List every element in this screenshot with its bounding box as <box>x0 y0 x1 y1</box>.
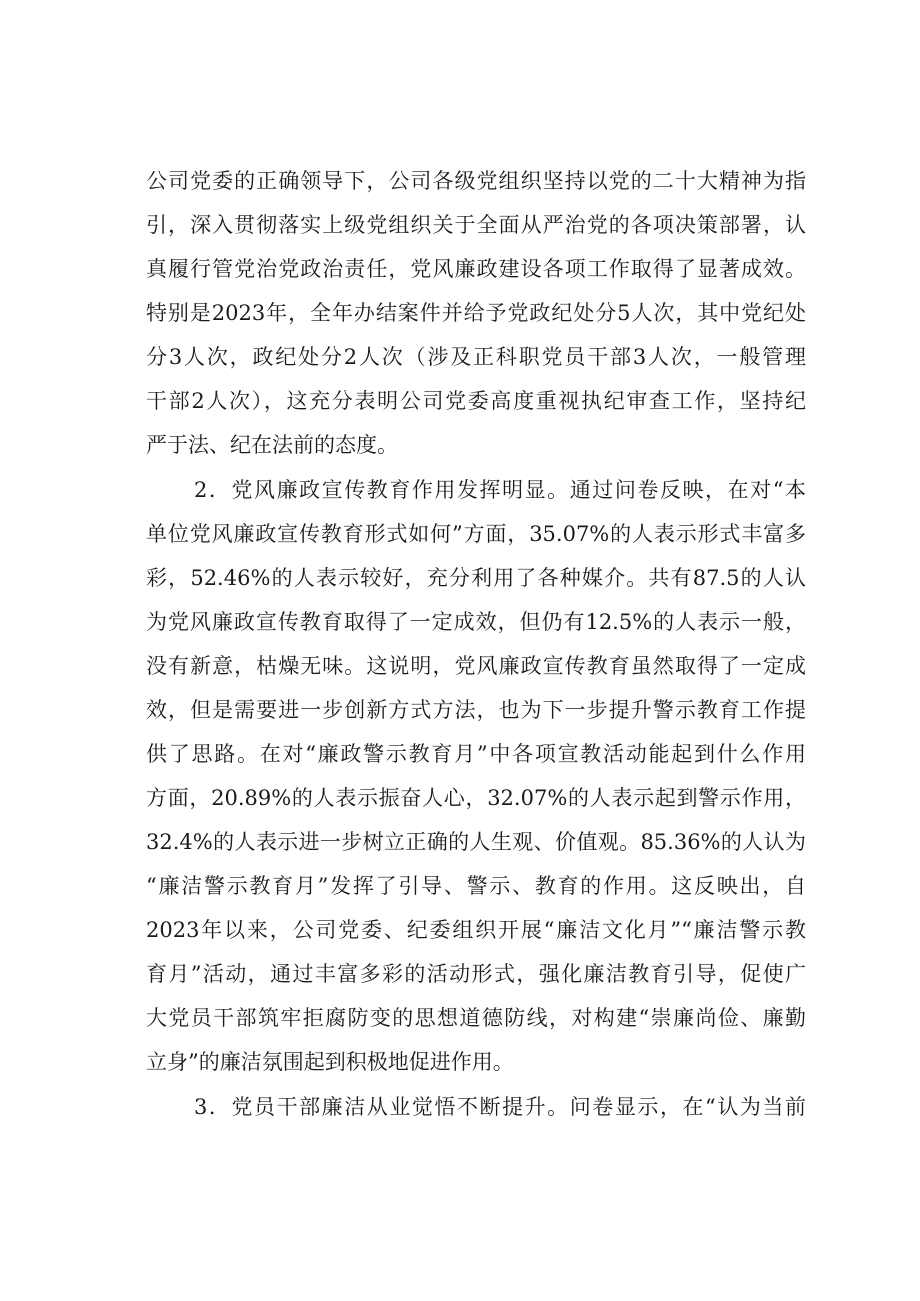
text-line: 严于法、纪在法前的态度。 <box>146 433 398 457</box>
text-line: 2023年以来，公司党委、纪委组织开展“廉洁文化月”“廉洁警示教 <box>146 918 806 942</box>
text-line: 没有新意，枯燥无味。这说明，党风廉政宣传教育虽然取得了一定成 <box>146 654 806 678</box>
text-line: 特别是2023年，全年办结案件并给予党政纪处分5人次，其中党纪处 <box>146 301 806 325</box>
text-line: 方面，20.89%的人表示振奋人心，32.07%的人表示起到警示作用， <box>146 786 806 810</box>
text-line: 供了思路。在对“廉政警示教育月”中各项宣教活动能起到什么作用 <box>146 742 806 766</box>
text-line: 真履行管党治党政治责任，党风廉政建设各项工作取得了显著成效。 <box>146 257 806 281</box>
text-line: 32.4%的人表示进一步树立正确的人生观、价值观。85.36%的人认为 <box>146 830 806 854</box>
text-line: 分3人次，政纪处分2人次（涉及正科职党员干部3人次，一般管理 <box>146 345 806 369</box>
paragraph-heading-3: 3．党员干部廉洁从业觉悟不断提升。问卷显示，在“认为当前 <box>194 1095 806 1119</box>
text-line: 公司党委的正确领导下，公司各级党组织坚持以党的二十大精神为指 <box>146 169 806 193</box>
text-line: 为党风廉政宣传教育取得了一定成效，但仍有12.5%的人表示一般， <box>146 610 806 634</box>
paragraph-heading-2: 2．党风廉政宣传教育作用发挥明显。通过问卷反映，在对“本 <box>194 478 806 502</box>
text-line: 干部2人次），这充分表明公司党委高度重视执纪审查工作，坚持纪 <box>146 389 806 413</box>
text-line: 单位党风廉政宣传教育形式如何”方面，35.07%的人表示形式丰富多 <box>146 522 806 546</box>
text-line: 效，但是需要进一步创新方式方法，也为下一步提升警示教育工作提 <box>146 698 806 722</box>
text-line: 引，深入贯彻落实上级党组织关于全面从严治党的各项决策部署，认 <box>146 213 806 237</box>
text-line: “廉洁警示教育月”发挥了引导、警示、教育的作用。这反映出，自 <box>146 874 806 898</box>
text-line: 立身”的廉洁氛围起到积极地促进作用。 <box>146 1050 514 1074</box>
text-line: 彩，52.46%的人表示较好，充分利用了各种媒介。共有87.5的人认 <box>146 566 806 590</box>
text-line: 大党员干部筑牢拒腐防变的思想道德防线，对构建“崇廉尚俭、廉勤 <box>146 1006 806 1030</box>
text-line: 育月”活动，通过丰富多彩的活动形式，强化廉洁教育引导，促使广 <box>146 962 806 986</box>
